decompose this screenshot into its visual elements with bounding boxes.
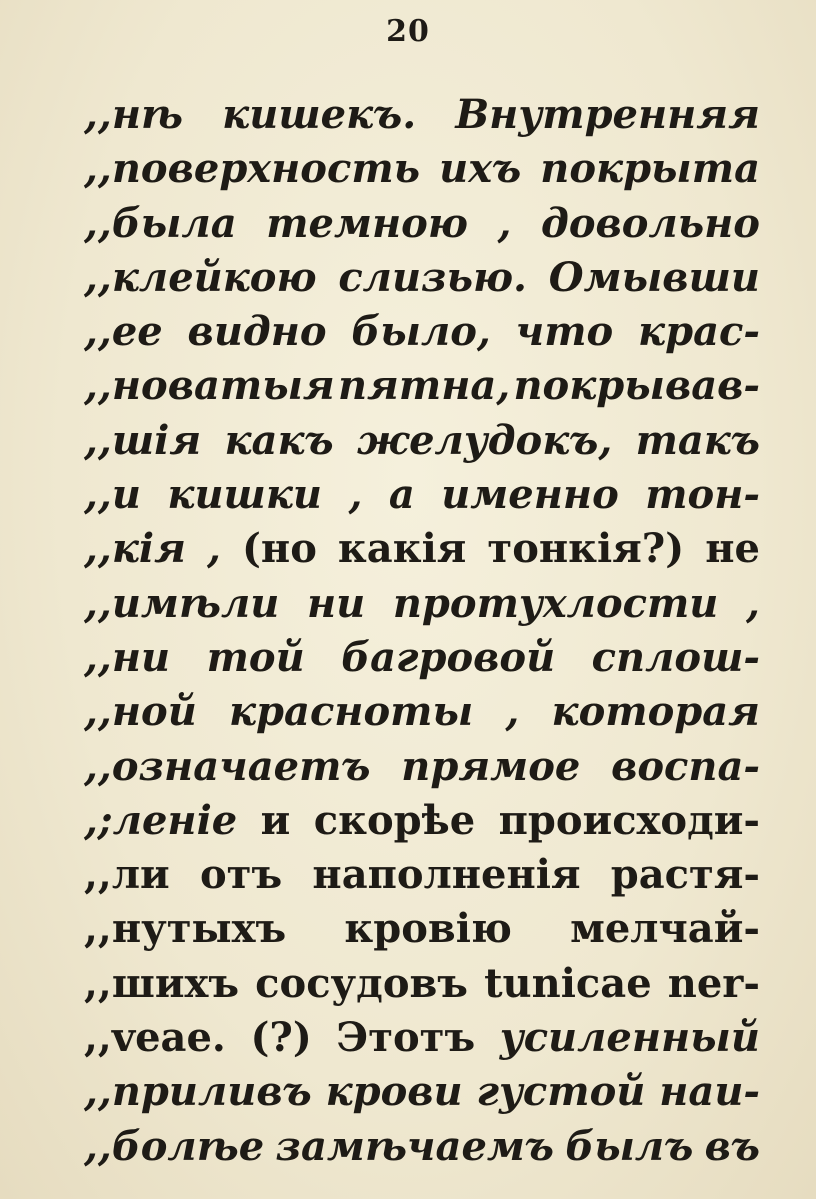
text-line (84, 197, 760, 251)
word: отъ (200, 851, 283, 899)
word: видно (187, 308, 327, 356)
text-line (84, 1065, 760, 1119)
word: сплош- (591, 633, 760, 681)
word: кишки (167, 471, 323, 519)
word: ,,шія (84, 416, 202, 464)
word: (но (241, 525, 317, 573)
word: усиленный (499, 1014, 760, 1062)
text-line (84, 902, 760, 956)
word: ,,клейкою (84, 253, 317, 301)
word: ,,ной (84, 688, 197, 736)
word: ,;леніе (84, 796, 238, 844)
word: тонкія?) (487, 525, 685, 573)
word: такъ (635, 416, 760, 464)
word: той (206, 633, 305, 681)
word: въ (704, 1122, 760, 1170)
word: какія (337, 525, 467, 573)
word: ,,была (84, 199, 237, 247)
word: тон- (645, 471, 760, 519)
word: ни (306, 579, 366, 627)
word: ,,приливъ (84, 1068, 312, 1116)
word: которая (551, 688, 760, 736)
word: ,,означаетъ (84, 742, 371, 790)
word: именно (441, 471, 619, 519)
word: ,,кія (84, 525, 186, 573)
word: крас- (638, 308, 760, 356)
text-line (84, 468, 760, 522)
word: ,,шихъ (84, 959, 240, 1007)
word: , (207, 525, 221, 573)
word: кишекъ. (222, 91, 417, 138)
text-line (84, 685, 760, 739)
word: какъ (224, 416, 334, 464)
text-line (84, 794, 760, 848)
word: ихъ (439, 145, 522, 193)
word: покрывав- (513, 362, 760, 410)
word: что (515, 308, 614, 356)
word: былъ (565, 1122, 694, 1170)
word: багровой (341, 633, 556, 681)
word: сосудовъ (255, 959, 468, 1007)
word: мелчай- (570, 905, 760, 953)
text-line (84, 142, 760, 196)
text-line (84, 522, 760, 576)
text-line (84, 1120, 760, 1174)
word: , (505, 688, 520, 736)
word: Омывши (548, 253, 760, 301)
word: кровію (344, 905, 512, 953)
word: ,,имѣли (84, 579, 280, 627)
word: замѣчаемъ (275, 1122, 555, 1170)
word: tunicae (484, 959, 652, 1007)
word: воспа- (611, 742, 760, 790)
text-line (84, 414, 760, 468)
word: ,,ли (84, 851, 170, 899)
word: красноты (228, 688, 474, 736)
word: а (388, 471, 415, 519)
text-line (84, 631, 760, 685)
text-line (84, 88, 760, 142)
text-line (84, 577, 760, 631)
word: ,,болѣе (84, 1122, 265, 1170)
word: покрыта (540, 145, 760, 193)
word: скорѣе (313, 796, 476, 844)
word: , (746, 579, 760, 627)
word: желудокъ, (356, 416, 613, 464)
text-line (84, 848, 760, 902)
word: ,,нутыхъ (84, 905, 287, 953)
text-line (84, 305, 760, 359)
word: наполненія (312, 851, 581, 899)
word: , (497, 199, 512, 247)
word: Этотъ (336, 1014, 476, 1062)
word: и (260, 796, 291, 844)
word: ,,поверхность (84, 145, 421, 193)
word: пятна, (337, 362, 511, 410)
word: слизью. (338, 253, 527, 301)
word: ,,новатыя (84, 362, 335, 410)
word: ,,ее (84, 308, 163, 356)
word: , (348, 471, 363, 519)
word: не (705, 525, 760, 573)
word: ,,и (84, 471, 141, 519)
word: прямое (401, 742, 581, 790)
word: темною (266, 199, 468, 247)
word: было, (351, 308, 491, 356)
text-line (84, 740, 760, 794)
word: Внутренняя (455, 91, 760, 138)
text-line (84, 957, 760, 1011)
word: происходи- (498, 796, 760, 844)
text-line (84, 359, 760, 413)
word: ,,ни (84, 633, 171, 681)
word: густой (476, 1068, 646, 1116)
word: ,,нѣ (84, 91, 184, 138)
word: наи- (659, 1068, 760, 1116)
page-number: 20 (386, 14, 430, 49)
text-line (84, 1011, 760, 1065)
word: (?) (250, 1014, 312, 1062)
word: растя- (610, 851, 760, 899)
word: крови (325, 1068, 463, 1116)
word: ,,veae. (84, 1014, 226, 1062)
word: довольно (541, 199, 760, 247)
word: ner- (667, 959, 760, 1007)
word: протухлости (392, 579, 719, 627)
text-line (84, 251, 760, 305)
body-text (84, 88, 760, 1174)
